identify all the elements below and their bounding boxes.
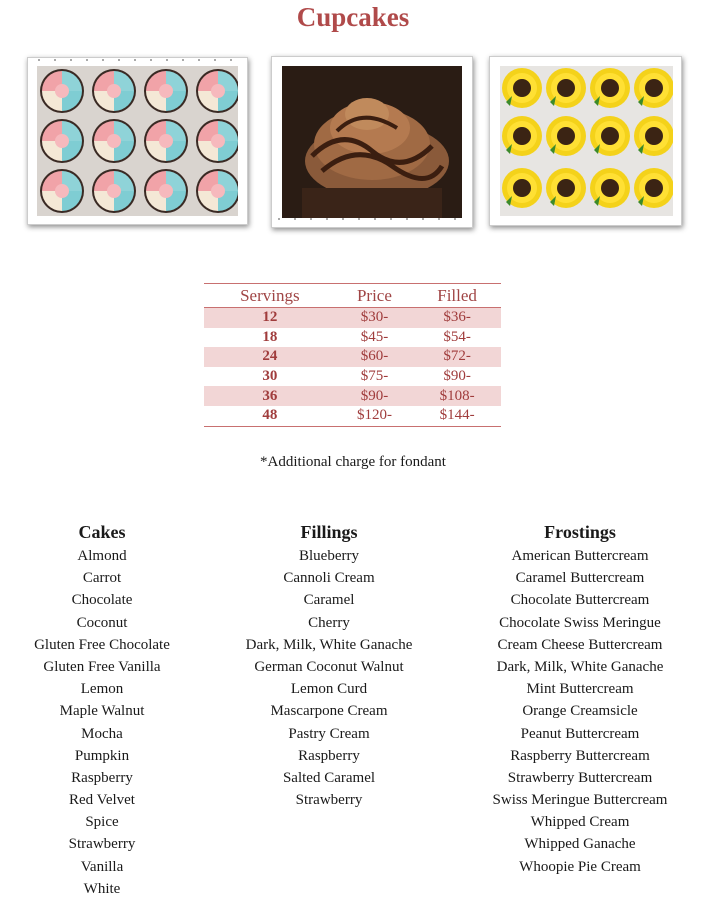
servings-cell: 30	[262, 368, 278, 385]
cupcake-grid-image	[37, 66, 238, 216]
list-item: Raspberry Buttercream	[510, 747, 650, 764]
list-item: Whipped Cream	[530, 814, 630, 831]
list-item: Strawberry Buttercream	[507, 769, 653, 786]
list-item: Cream Cheese Buttercream	[497, 636, 663, 653]
list-item: Chocolate	[71, 592, 133, 609]
list-item: Almond	[77, 548, 127, 564]
list-item: Gluten Free Vanilla	[43, 658, 161, 675]
list-item: German Coconut Walnut	[254, 658, 404, 675]
list-item: Raspberry	[71, 769, 133, 786]
price-cell: $90-	[336, 386, 413, 406]
list-item: Maple Walnut	[59, 703, 145, 720]
header-price: Price	[336, 284, 413, 308]
filled-price-cell: $36-	[413, 308, 501, 328]
list-item: Cherry	[308, 614, 350, 631]
list-item: Whoopie Pie Cream	[519, 858, 641, 875]
page-title: Cupcakes	[296, 2, 410, 32]
list-item: Chocolate Buttercream	[510, 592, 650, 609]
price-cell: $75-	[360, 368, 389, 385]
price-cell: $45-	[360, 328, 389, 345]
list-item: Swiss Meringue Buttercream	[492, 792, 668, 809]
table-row	[204, 406, 501, 426]
list-item: Pumpkin	[74, 747, 130, 764]
filled-price-cell: $108-	[413, 386, 501, 406]
sunflower-cupcakes-image	[500, 66, 673, 216]
cakes-heading: Cakes	[78, 522, 126, 542]
list-item: Gluten Free Chocolate	[34, 636, 170, 653]
price-cell: $60-	[336, 347, 413, 367]
photo-pink-blue-swirl-cupcakes	[27, 57, 248, 225]
servings-cell: 18	[262, 328, 278, 345]
servings-cell: 36	[204, 386, 336, 406]
filled-price-cell: $144-	[439, 407, 475, 424]
servings-cell: 48	[262, 407, 278, 424]
list-item: Whipped Ganache	[524, 836, 636, 853]
list-item: Peanut Buttercream	[520, 725, 640, 742]
list-item: Caramel Buttercream	[515, 570, 645, 587]
header-filled: Filled	[413, 284, 501, 308]
list-item: Chocolate Swiss Meringue	[499, 614, 661, 631]
cakes-list	[2, 545, 202, 900]
servings-cell: 24	[204, 347, 336, 367]
list-item: Salted Caramel	[282, 769, 376, 786]
table-row	[204, 328, 501, 348]
fillings-list	[228, 545, 430, 811]
list-item: Orange Creamsicle	[522, 703, 638, 720]
photo-sunflower-cupcakes	[489, 56, 682, 226]
list-item: Mint Buttercream	[526, 681, 634, 698]
price-cell: $120-	[356, 407, 392, 424]
list-item: Vanilla	[80, 858, 124, 875]
list-item: Carrot	[82, 570, 122, 587]
cakes-column	[2, 520, 202, 900]
list-item: Strawberry	[68, 836, 136, 853]
list-item: Dark, Milk, White Ganache	[245, 636, 413, 653]
filled-price-cell: $72-	[413, 347, 501, 367]
frostings-list	[470, 545, 690, 878]
filled-price-cell: $90-	[443, 368, 471, 385]
frostings-column	[470, 520, 690, 878]
list-item: Blueberry	[299, 548, 359, 564]
chocolate-cupcake-image	[282, 66, 462, 218]
list-item: Pastry Cream	[288, 725, 370, 742]
price-table	[204, 283, 501, 427]
list-item: Coconut	[76, 614, 128, 631]
list-item: Red Velvet	[69, 792, 135, 809]
list-item: Strawberry	[295, 792, 363, 809]
fillings-column	[228, 520, 430, 811]
filled-price-cell: $54-	[443, 328, 471, 345]
list-item: Lemon Curd	[290, 681, 368, 698]
table-row	[204, 367, 501, 387]
fondant-note: *Additional charge for fondant	[260, 454, 446, 470]
table-row	[204, 347, 501, 367]
list-item: Mascarpone Cream	[270, 703, 388, 720]
frostings-heading: Frostings	[544, 522, 616, 542]
list-item: White	[83, 880, 121, 897]
photo-chocolate-drizzle-cupcake	[271, 56, 473, 228]
header-servings: Servings	[204, 284, 336, 308]
list-item: Dark, Milk, White Ganache	[496, 658, 664, 675]
price-table-header	[204, 284, 501, 308]
list-item: Mocha	[81, 725, 123, 742]
list-item: Spice	[85, 814, 119, 831]
price-cell: $30-	[336, 308, 413, 328]
table-row	[204, 386, 501, 406]
fillings-heading: Fillings	[300, 522, 358, 542]
list-item: Cannoli Cream	[283, 570, 375, 587]
list-item: Lemon	[80, 681, 124, 698]
list-item: Raspberry	[298, 747, 360, 764]
list-item: Caramel	[303, 592, 355, 609]
list-item: American Buttercream	[511, 548, 649, 564]
table-row	[204, 308, 501, 328]
servings-cell: 12	[204, 308, 336, 328]
